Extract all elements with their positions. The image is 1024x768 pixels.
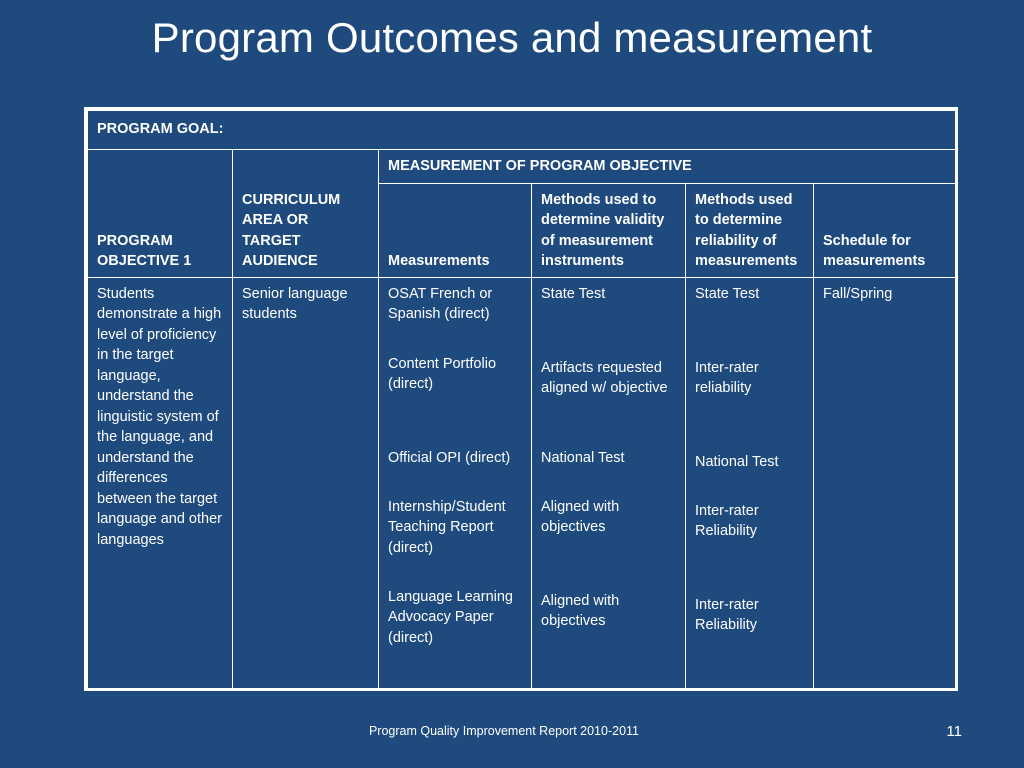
header-curriculum-area bbox=[233, 150, 379, 278]
header-objective-line1: PROGRAM bbox=[97, 232, 173, 249]
header-reliability-line1: Methods used bbox=[695, 191, 793, 208]
reliability-item: National Test bbox=[695, 453, 779, 470]
measurement-item: OSAT French or Spanish (direct) bbox=[388, 285, 493, 322]
measurement-item: Official OPI (direct) bbox=[388, 449, 511, 466]
measurement-item: Content Portfolio (direct) bbox=[388, 355, 497, 392]
reliability-item: Inter-rater Reliability bbox=[695, 596, 759, 633]
slide-title: Program Outcomes and measurement bbox=[151, 14, 873, 61]
validity-cell bbox=[532, 277, 686, 690]
header-schedule-line1: Schedule for bbox=[823, 232, 911, 249]
page-number: 11 bbox=[946, 723, 962, 740]
audience-text-cell: Senior language students bbox=[233, 277, 379, 690]
header-reliability-methods bbox=[686, 183, 814, 277]
header-schedule bbox=[814, 183, 956, 277]
objective-data-row bbox=[88, 277, 956, 690]
header-reliability-line4: measurements bbox=[695, 253, 798, 269]
measurement-item: Internship/Student Teaching Report (direct) bbox=[388, 498, 506, 556]
header-validity-line1: Methods used to bbox=[541, 191, 657, 208]
reliability-item: Inter-rater Reliability bbox=[695, 502, 759, 539]
header-measurements: Measurements bbox=[379, 183, 532, 277]
slide-footer: Program Quality Improvement Report 2010-2011 bbox=[368, 724, 640, 738]
header-curriculum-line1: CURRICULUM bbox=[242, 191, 341, 208]
outcomes-table bbox=[87, 110, 956, 691]
reliability-cell bbox=[686, 277, 814, 690]
header-program-objective bbox=[88, 150, 233, 278]
validity-item: Aligned with objectives bbox=[541, 592, 620, 629]
measurement-item: Language Learning Advocacy Paper (direct) bbox=[388, 588, 513, 646]
program-goal-label: PROGRAM GOAL: bbox=[88, 111, 956, 150]
measurements-cell bbox=[379, 277, 532, 690]
reliability-item: State Test bbox=[695, 285, 760, 302]
validity-item: State Test bbox=[541, 285, 606, 302]
validity-item: Artifacts requested aligned w/ objective bbox=[541, 359, 668, 396]
objective-text-cell: Students demonstrate a high level of proficiency in the target language, understand the linguistic system of the language, and understand the differences between the target language and other languages bbox=[88, 277, 233, 690]
schedule-cell: Fall/Spring bbox=[814, 277, 956, 690]
header-reliability-line2: to determine bbox=[695, 212, 783, 228]
validity-item: Aligned with objectives bbox=[541, 498, 620, 535]
header-schedule-line2: measurements bbox=[823, 253, 926, 269]
header-validity-line4: instruments bbox=[541, 253, 624, 269]
header-curriculum-line2: AREA OR TARGET bbox=[242, 212, 309, 249]
header-validity-methods bbox=[532, 183, 686, 277]
validity-item: National Test bbox=[541, 449, 625, 466]
measurement-of-program-objective-header: MEASUREMENT OF PROGRAM OBJECTIVE bbox=[379, 150, 956, 184]
header-objective-line2: OBJECTIVE 1 bbox=[97, 253, 192, 269]
header-reliability-line3: reliability of bbox=[695, 232, 777, 249]
outcomes-table-frame bbox=[84, 107, 958, 691]
program-goal-row bbox=[88, 111, 956, 150]
reliability-item: Inter-rater reliability bbox=[695, 359, 759, 396]
header-curriculum-line3: AUDIENCE bbox=[242, 253, 318, 269]
header-validity-line2: determine validity bbox=[541, 212, 665, 228]
header-validity-line3: of measurement bbox=[541, 232, 654, 249]
measurement-header-row bbox=[88, 150, 956, 184]
